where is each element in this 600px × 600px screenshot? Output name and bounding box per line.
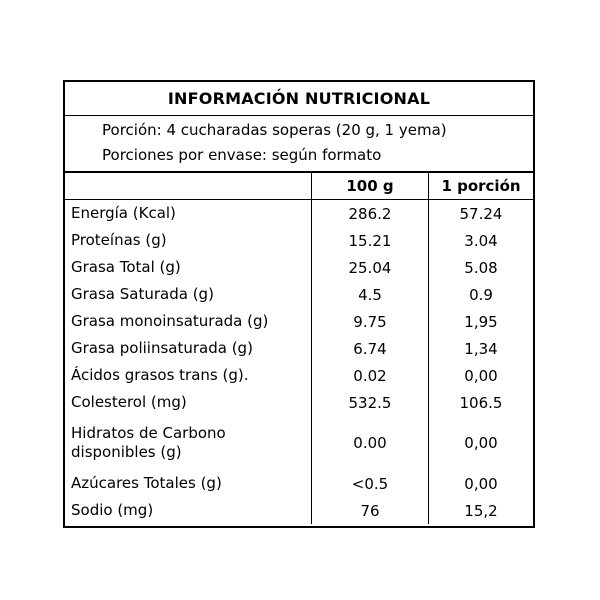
value-per-serving: 0,00 [464,366,498,385]
value-per-100g: <0.5 [312,470,429,497]
header-per-serving: 1 porción [441,177,521,195]
value-per-serving: 57.24 [459,204,503,223]
value-per-serving: 0,00 [464,474,498,493]
nutrient-name: Grasa Total (g) [65,254,312,281]
value-per-serving: 0.9 [469,285,493,304]
serving-info [65,116,533,173]
nutrient-name: Grasa Saturada (g) [65,281,312,308]
value-per-serving: 1,95 [464,312,498,331]
nutrient-name: Grasa monoinsaturada (g) [65,308,312,335]
value-per-serving: 15,2 [464,501,498,520]
value-per-serving: 5.08 [464,258,498,277]
value-per-100g: 0.02 [312,362,429,389]
table-row [65,281,533,308]
nutrition-facts-table [63,80,535,528]
nutrient-name: Colesterol (mg) [65,389,312,416]
value-per-serving: 1,34 [464,339,498,358]
nutrient-name: Grasa poliinsaturada (g) [65,335,312,362]
nutrient-name: Sodio (mg) [65,497,312,524]
table-row [65,470,533,497]
value-per-serving: 106.5 [459,393,503,412]
header-nutrient [65,173,312,199]
value-per-100g: 532.5 [312,389,429,416]
value-per-100g: 25.04 [312,254,429,281]
table-row [65,254,533,281]
table-title: INFORMACIÓN NUTRICIONAL [167,89,431,108]
nutrient-name: Proteínas (g) [65,227,312,254]
value-per-100g: 4.5 [312,281,429,308]
nutrient-name: Energía (Kcal) [65,200,312,227]
nutrient-name: Hidratos de Carbono disponibles (g) [65,416,312,470]
servings-per-container-text: Porciones por envase: según formato [102,146,382,164]
nutrient-rows [65,200,533,524]
table-row [65,497,533,524]
table-row [65,416,533,470]
value-per-100g: 0.00 [312,416,429,470]
value-per-100g: 9.75 [312,308,429,335]
table-row [65,308,533,335]
header-per-100g: 100 g [312,173,429,199]
table-row [65,335,533,362]
table-row [65,227,533,254]
value-per-100g: 76 [312,497,429,524]
column-header-row [65,173,533,200]
value-per-serving: 3.04 [464,231,498,250]
nutrient-name: Azúcares Totales (g) [65,470,312,497]
table-row [65,362,533,389]
value-per-100g: 15.21 [312,227,429,254]
table-row [65,389,533,416]
table-row [65,200,533,227]
serving-size-text: Porción: 4 cucharadas soperas (20 g, 1 yema) [102,121,447,139]
value-per-serving: 0,00 [464,434,498,452]
value-per-100g: 6.74 [312,335,429,362]
nutrient-name: Ácidos grasos trans (g). [65,362,312,389]
title-row [65,82,533,116]
value-per-100g: 286.2 [312,200,429,227]
